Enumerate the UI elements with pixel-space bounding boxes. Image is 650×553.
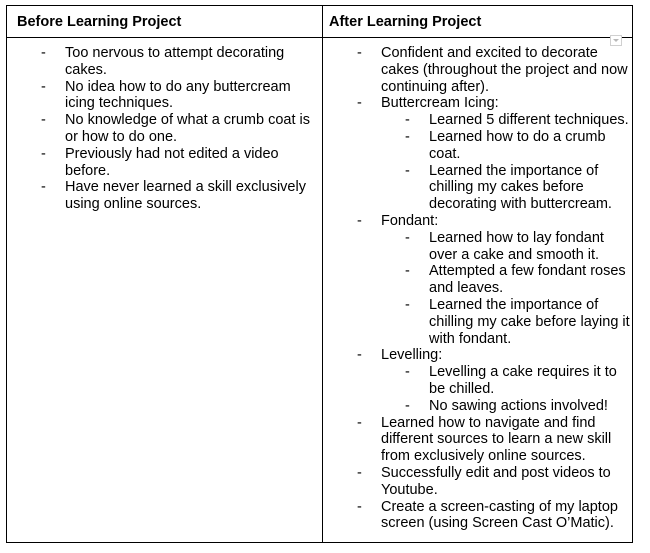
list-item-text: No sawing actions involved! xyxy=(429,397,608,414)
dash-bullet: - xyxy=(405,128,410,145)
list-item-text: Learned the importance of chilling my cakes before decorating with buttercream. xyxy=(429,162,612,213)
list-item-text: Fondant: xyxy=(381,212,439,229)
dash-bullet: - xyxy=(405,296,410,313)
list-item-text: Have never learned a skill exclusively using online sources. xyxy=(65,179,306,213)
list-item xyxy=(323,499,634,533)
list-item xyxy=(381,398,630,415)
dash-bullet: - xyxy=(405,263,410,280)
dash-bullet: - xyxy=(405,112,410,129)
list-item-text: Levelling a cake requires it to be chilled. xyxy=(429,364,617,397)
list-item xyxy=(381,263,630,297)
list-item xyxy=(381,230,630,264)
dash-bullet: - xyxy=(405,162,410,179)
dash-bullet: - xyxy=(41,78,46,95)
list-item xyxy=(381,297,630,347)
list-item-text: Confident and excited to decorate cakes (throughout the project and now continuing after). xyxy=(381,45,628,95)
dash-bullet: - xyxy=(357,464,362,481)
list-item xyxy=(323,415,634,465)
dash-bullet: - xyxy=(357,347,362,364)
list-item-text: Learned how to do a crumb coat. xyxy=(429,128,606,162)
after-list xyxy=(323,45,634,532)
dash-bullet: - xyxy=(405,229,410,246)
list-item xyxy=(381,163,630,213)
before-list xyxy=(7,45,322,213)
chevron-down-icon[interactable] xyxy=(610,35,622,46)
list-item xyxy=(323,347,634,414)
table-header-row xyxy=(7,6,632,38)
list-item xyxy=(7,179,322,213)
list-item xyxy=(7,112,322,146)
dash-bullet: - xyxy=(41,145,46,162)
sub-list xyxy=(381,112,630,213)
list-item xyxy=(381,129,630,163)
list-item-text: Previously had not edited a video before. xyxy=(65,145,279,179)
list-item-text: Learned 5 different techniques. xyxy=(429,112,629,129)
list-item xyxy=(7,146,322,180)
list-item-text: No knowledge of what a crumb coat is or how to do one. xyxy=(65,112,311,145)
list-item-text: Learned the importance of chilling my cake before laying it with fondant. xyxy=(429,296,630,347)
list-item xyxy=(381,364,630,398)
list-item-text: Learned how to navigate and find different sources to learn a new skill from exclusively online sources. xyxy=(381,414,612,465)
list-item-text: Successfully edit and post videos to Youtube. xyxy=(381,464,611,498)
sub-list xyxy=(381,230,630,348)
list-item-text: Levelling: xyxy=(381,347,443,364)
list-item xyxy=(7,45,322,79)
list-item-text: No idea how to do any buttercream icing techniques. xyxy=(65,78,291,112)
comparison-table xyxy=(6,5,633,543)
after-cell[interactable] xyxy=(323,45,634,532)
dash-bullet: - xyxy=(357,498,362,515)
dash-bullet: - xyxy=(405,364,410,381)
list-item xyxy=(323,45,634,95)
list-item xyxy=(7,79,322,113)
dash-bullet: - xyxy=(357,212,362,229)
dash-bullet: - xyxy=(357,414,362,431)
dash-bullet: - xyxy=(357,45,362,61)
sub-list xyxy=(381,364,630,414)
header-before: Before Learning Project xyxy=(17,14,182,30)
list-item xyxy=(381,112,630,129)
dash-bullet: - xyxy=(405,397,410,414)
dash-bullet: - xyxy=(41,112,46,129)
list-item-text: Too nervous to attempt decorating cakes. xyxy=(65,45,285,78)
list-item xyxy=(323,95,634,213)
list-item xyxy=(323,213,634,347)
dash-bullet: - xyxy=(41,45,46,61)
list-item-text: Buttercream Icing: xyxy=(381,95,499,112)
list-item xyxy=(323,465,634,499)
before-cell[interactable] xyxy=(7,45,322,213)
dash-bullet: - xyxy=(357,95,362,112)
dash-bullet: - xyxy=(41,179,46,196)
list-item-text: Create a screen-casting of my laptop screen (using Screen Cast O’Matic). xyxy=(381,498,618,532)
list-item-text: Attempted a few fondant roses and leaves. xyxy=(429,263,626,297)
header-after: After Learning Project xyxy=(329,14,482,30)
list-item-text: Learned how to lay fondant over a cake and smooth it. xyxy=(429,229,604,263)
